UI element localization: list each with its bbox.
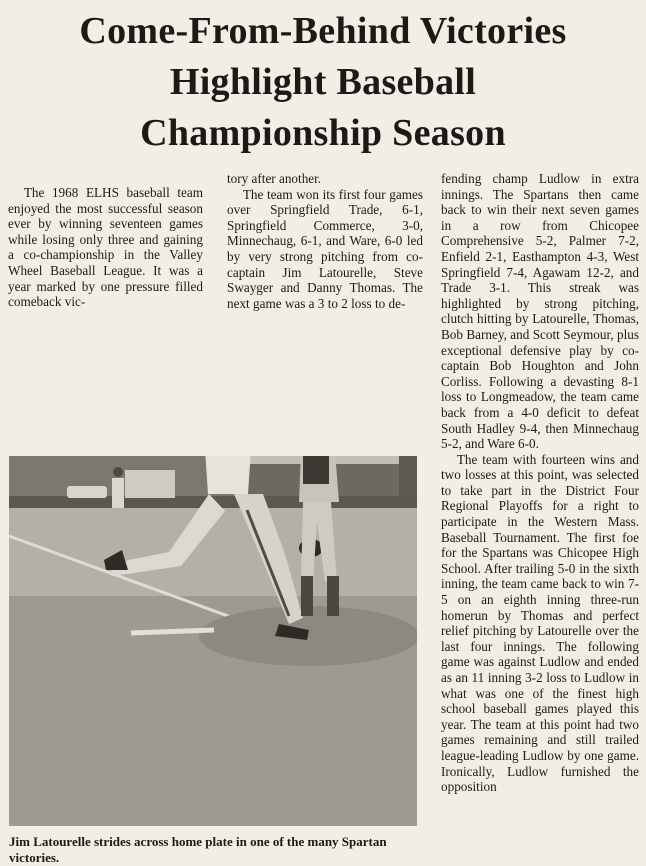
baseball-photo: [9, 456, 417, 826]
paragraph: The team with fourteen wins and two losses at this point, was selected to take part in the District Four Regional Playoffs for a right to participate in the Western Mass. Baseball Tournament. The first foe for the Spartans was Chicopee High School. After trailing 5-0 in the sixth inning, the team came back to win 7-5 on an eighth inning three-run homerun by Thomas and perfect relief pitching by Latourelle over the last four innings. The following game was against Ludlow and ended as an 11 inning 3-2 loss to Ludlow in what was one of the finest high school baseball games played this year. The team at this point had two games remaining and still trailed league-leading Ludlow by one game. Ironically, Ludlow furnished the opposition: [441, 451, 639, 795]
headline: [0, 6, 646, 159]
article-column-1: [8, 185, 203, 310]
paragraph: The team won its first four games over Springfield Trade, 6-1, Springfield Commerce, 3-0, Minnechaug, 6-1, and Ware, 6-0 led by very strong pitching from co-captain Jim Latourelle, Steve Swayger and Danny Thomas. The next game was a 3 to 2 loss to de-: [227, 186, 423, 311]
paragraph: The 1968 ELHS baseball team enjoyed the most successful season ever by winning seventeen games while losing only three and gaining a co-championship in the Valley Wheel Baseball League. It was a year marked by one pressure filled comeback vic-: [8, 185, 203, 310]
headline-line-2: Highlight Baseball: [169, 61, 477, 103]
paragraph: tory after another.: [227, 171, 322, 186]
article-column-3: [441, 171, 639, 795]
photo-caption: Jim Latourelle strides across home plate in one of the many Spartan victories.: [9, 834, 387, 865]
headline-line-1: Come-From-Behind Victories: [79, 10, 567, 52]
photo-illustration: [9, 456, 417, 826]
headline-line-3: Championship Season: [140, 112, 506, 154]
article-column-2: [227, 171, 423, 311]
paragraph: fending champ Ludlow in extra innings. The Spartans then came back to win their next seven games in a row from Chicopee Comprehensive 5-2, Palmer 7-2, Enfield 2-1, Easthampton 4-3, West Springfield 7-4, Agawam 12-2, and Trade 3-1. This streak was highlighted by strong pitching, clutch hitting by Latourelle, Thomas, Bob Barney, and Scott Seymour, plus exceptional defensive play by co-captain Bob Houghton and John Corliss. Following a devasting 8-1 loss to Longmeadow, the team came back from a 4-0 deficit to defeat South Hadley 9-4, then Minnechaug 5-2, and Ware 6-0.: [441, 171, 639, 452]
